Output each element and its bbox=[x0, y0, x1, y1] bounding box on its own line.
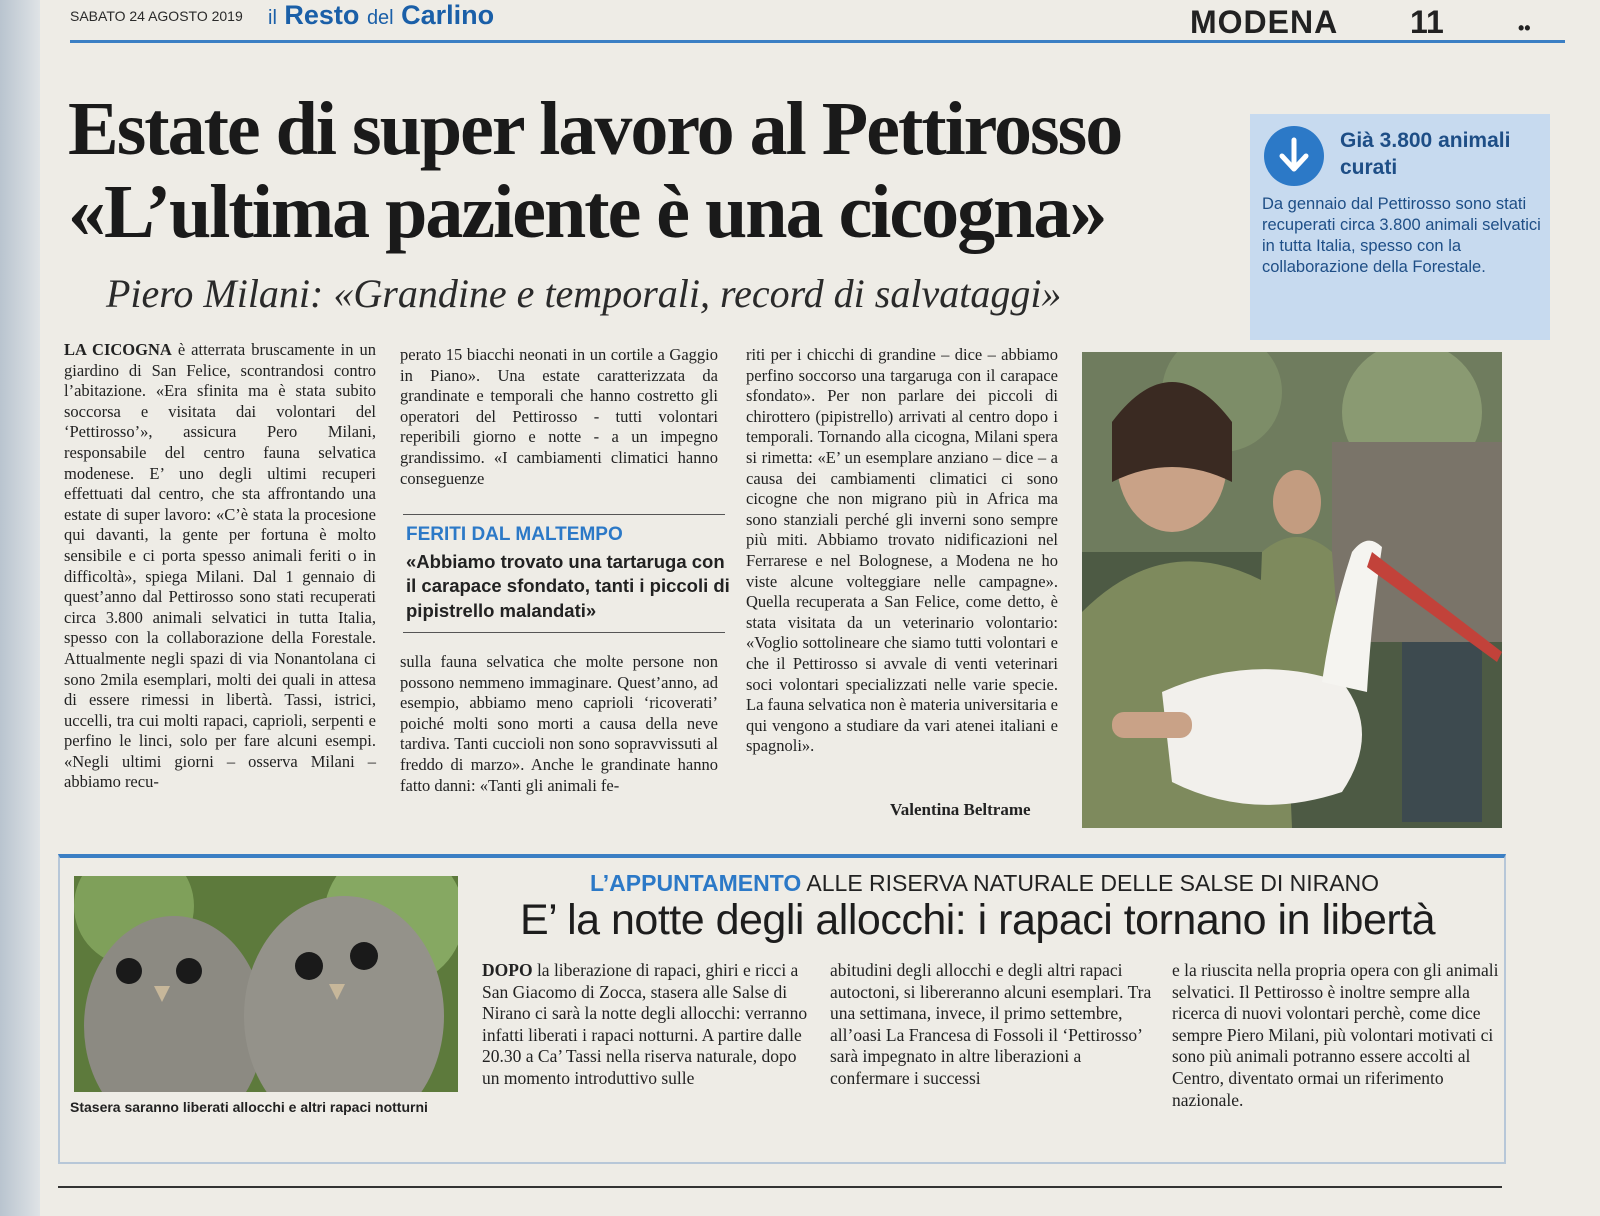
sidebar-info-box bbox=[1250, 114, 1550, 340]
appointment-kicker bbox=[590, 870, 1379, 897]
appointment-headline: E’ la notte degli allocchi: i rapaci tornano in libertà bbox=[520, 896, 1436, 944]
footer-rule bbox=[58, 1186, 1502, 1188]
photo-caption: Stasera saranno liberati allocchi e altri rapaci notturni bbox=[70, 1099, 428, 1115]
appointment-lead-word: DOPO bbox=[482, 960, 533, 980]
main-headline bbox=[68, 88, 1248, 254]
owls-photo bbox=[74, 876, 458, 1092]
pull-quote-label: FERITI DAL MALTEMPO bbox=[406, 524, 623, 545]
pull-quote: «Abbiamo trovato una tartaruga con il carapace sfondato, tanti i piccoli di pipistrello malandati» bbox=[406, 551, 730, 621]
header-dots: •• bbox=[1518, 18, 1531, 38]
appointment-column-1-text: la liberazione di rapaci, ghiri e ricci a San Giacomo di Zocca, stasera alle Salse di Nirano ci sarà la notte degli allocchi: verranno infatti liberati i rapaci notturni. A partire dalle 20.30 a Ca’ Tassi nella riserva naturale, dopo un momento introduttivo sulle bbox=[482, 960, 808, 1088]
pull-quote-rule-top bbox=[403, 514, 725, 515]
issue-date: SABATO 24 AGOSTO 2019 bbox=[70, 8, 243, 24]
appointment-column-1 bbox=[482, 960, 812, 1090]
subheadline: Piero Milani: «Grandine e temporali, record di salvataggi» bbox=[106, 271, 1062, 316]
newspaper-logo bbox=[268, 0, 494, 31]
sidebar-text: Da gennaio dal Pettirosso sono stati recuperati circa 3.800 animali selvatici in tutta Italia, spesso con la collaborazione della Forestale. bbox=[1262, 195, 1541, 276]
logo-carlino: Carlino bbox=[401, 0, 495, 30]
article-column-1-text: è atterrata bruscamente in un giardino di San Felice, scontrandosi contro l’abitazione. «Era sfinita ma è stata subito soccorsa e visitata dai volontari del ‘Pettirosso’», assicura Pero Milani, responsabile del centro fauna selvatica modenese. E’ uno degli ultimi recuperi effettuati dal centro, che sta affrontando una estate di super lavoro: «C’è stata la procesione qui davanti, la gente per fortuna è molto sensibile e ci porta spesso animali feriti o in difficoltà», spiega Milani. Dal 1 gennaio di quest’anno dal Pettirosso sono stati recuperati circa 3.800 animali selvatici in tutta Italia, spesso con la collaborazione della Forestale. Attualmente negli spazi di via Nonantolana ci sono 2mila esemplari, molti dei quali in attesa di essere rimessi in libertà. Tassi, istrici, uccelli, tra cui molti rapaci, caprioli, serpenti e perfino le linci, solo per fare alcuni esempi. «Negli ultimi giorni – osserva Milani – abbiamo recu- bbox=[64, 340, 376, 792]
headline-line-2: «L’ultima paziente è una cicogna» bbox=[68, 169, 1106, 254]
appointment-column-3: e la riuscita nella propria opera con gli animali selvatici. Il Pettirosso è inoltre sempre alla ricerca di nuovi volontari perchè, come dice sempre Piero Milani, più volontari motivati ci sono più animali potranno essere accolti al Centro, diventato ormai un riferimento nazionale. bbox=[1172, 960, 1499, 1110]
logo-il: il bbox=[268, 7, 277, 29]
header-rule bbox=[70, 40, 1565, 43]
stork-photo bbox=[1082, 352, 1502, 828]
article-column-2-top: perato 15 biacchi neonati in un cortile a Gaggio in Piano». Una estate caratterizzata da grandinate e temporali che hanno costretto gli operatori del Pettirosso - tutti volontari reperibili giorno e notte - a un impegno grandissimo. «I cambiamenti climatici hanno conseguenze bbox=[400, 345, 718, 488]
article-column-1 bbox=[64, 340, 376, 793]
kicker-label: L’APPUNTAMENTO bbox=[590, 870, 802, 896]
byline: Valentina Beltrame bbox=[890, 800, 1031, 819]
article-column-3: riti per i chicchi di grandine – dice – abbiamo perfino soccorso una targaruga con il carapace sfondato». Per non parlare dei piccoli di chirottero (pipistrello) arrivati al centro dopo i temporali. Tornando alla cicogna, Milani spera si rimetta: «E’ un esemplare anziano – dice – a causa dei cambiamenti climatici ci sono cicogne che non migrano più in Africa ma sono stanziali perché gli inverni sono sempre più miti. Abbiamo trovato nidificazioni nel Ferrarese e nel Bolognese, a Modena ne ho viste alcune volteggiare nelle campagne». Quella recuperata a San Felice, come detto, è stata visitata da un veterinario volontario: «Voglio sottolineare che siamo tutti volontari e che il Pettirosso si avvale di venti veterinari soci volontari specializzati nelle varie specie. La fauna selvatica non è materia universitaria e qui vengono a studiare da vari atenei italiani e spagnoli». bbox=[746, 345, 1058, 756]
kicker-location: ALLE RISERVA NATURALE DELLE SALSE DI NIRANO bbox=[801, 870, 1380, 896]
appointment-column-2: abitudini degli allocchi e degli altri rapaci autoctoni, si libereranno alcuni esemplari. Tra una settimana, invece, il primo settembre, all’oasi La Francesa di Fossoli il ‘Pettirosso’ sarà impegnato in altre liberazioni a confermare i successi bbox=[830, 960, 1152, 1088]
sidebar-title: Già 3.800 animali curati bbox=[1340, 129, 1511, 179]
headline-line-1: Estate di super lavoro al Pettirosso bbox=[68, 87, 1122, 171]
logo-resto: Resto bbox=[284, 0, 360, 30]
page-number: 11 bbox=[1410, 4, 1444, 40]
logo-del: del bbox=[366, 7, 394, 29]
newspaper-page bbox=[40, 0, 1600, 1216]
article-lead-word: LA CICOGNA bbox=[64, 340, 172, 359]
pull-quote-rule-bottom bbox=[403, 632, 725, 633]
arrow-down-circle-icon bbox=[1264, 126, 1324, 186]
section-title: MODENA bbox=[1190, 4, 1339, 40]
page-fold-shadow bbox=[0, 0, 40, 1216]
article-column-2-bottom: sulla fauna selvatica che molte persone non possono nemmeno immaginare. Quest’anno, ad esempio, abbiamo meno caprioli ‘ricoverati’ poiché molti sono morti a causa della neve tardiva. Tanti cuccioli non sono sopravvissuti al freddo di marzo». Anche le grandinate hanno fatto danni: «Tanti gli animali fe- bbox=[400, 652, 718, 795]
